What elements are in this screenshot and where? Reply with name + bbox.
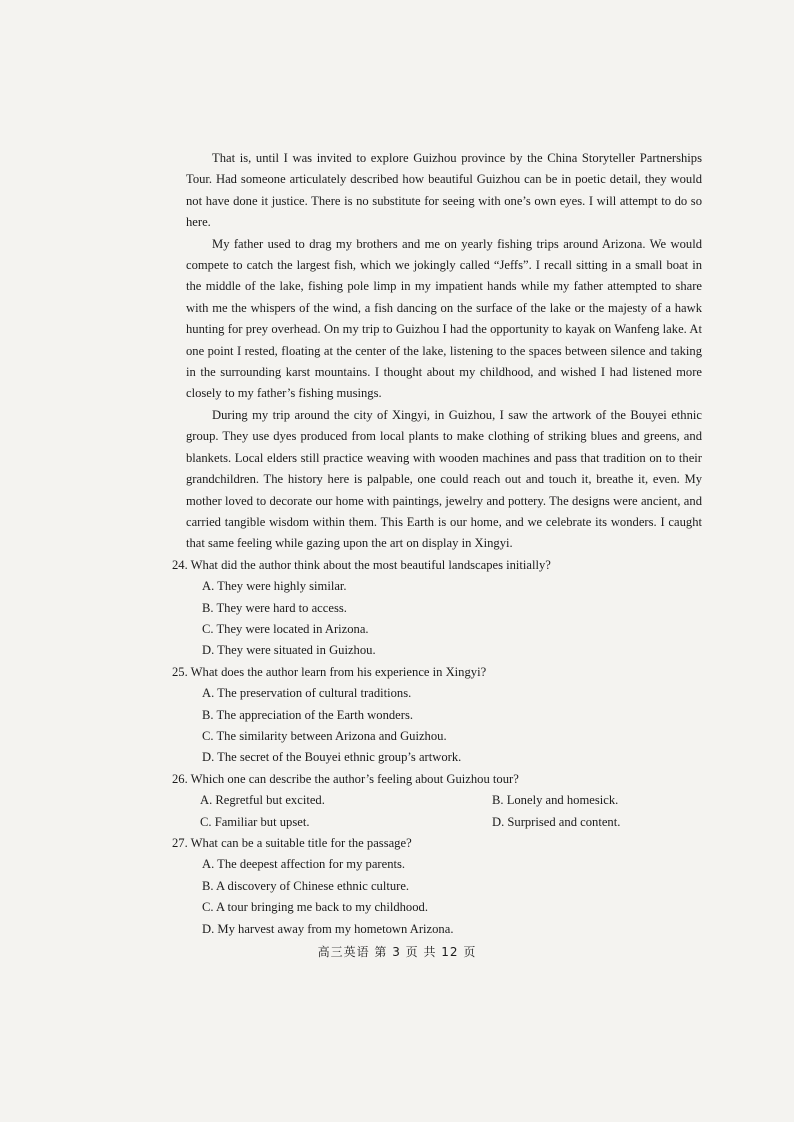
- question-27-options: [186, 854, 702, 940]
- passage-paragraph-2: My father used to drag my brothers and me on yearly fishing trips around Arizona. We would compete to catch the largest fish, which we jokingly called “Jeffs”. I recall sitting in a small boat in the middle of the lake, fishing pole limp in my impatient hands while my father attempted to share with me the whispers of the wind, a fish dancing on the surface of the lake or the majesty of a hawk hunting for prey overhead. On my trip to Guizhou I had the opportunity to kayak on Wanfeng lake. At one point I rested, floating at the center of the lake, listening to the spaces between silence and taking in the surrounding karst mountains. I thought about my childhood, and wished I had listened more closely to my father’s fishing musings.: [186, 236, 702, 401]
- question-24-option-d: D. They were situated in Guizhou.: [202, 643, 376, 658]
- question-26-options: [200, 790, 702, 833]
- question-25-options: [186, 683, 702, 769]
- passage-paragraph-3: During my trip around the city of Xingyi, in Guizhou, I saw the artwork of the Bouyei ethnic group. They use dyes produced from local plants to make clothing of striking blues and greens, and blankets. Local elders still practice weaving with wooden machines and pass that tradition on to their grandchildren. The history here is palpable, one could reach out and touch it, breathe it, even. My mother loved to decorate our home with paintings, jewelry and pottery. The designs were ancient, and carried tangible wisdom within them. This Earth is our home, and we celebrate its wonders. I caught that same feeling while gazing upon the art on display in Xingyi.: [186, 407, 702, 551]
- question-25-option-c: C. The similarity between Arizona and Guizhou.: [202, 728, 447, 743]
- question-24: [172, 555, 702, 662]
- passage-paragraph-1: That is, until I was invited to explore Guizhou province by the China Storyteller Partnerships Tour. Had someone articulately described how beautiful Guizhou can be in poetic detail, they would not have done it justice. There is no substitute for seeing with one’s own eyes. I will attempt to do so here.: [186, 151, 702, 230]
- question-24-option-a: A. They were highly similar.: [202, 579, 347, 594]
- question-27: [172, 833, 702, 940]
- question-25: [172, 662, 702, 769]
- question-24-option-c: C. They were located in Arizona.: [202, 621, 369, 636]
- question-27-option-b: B. A discovery of Chinese ethnic culture.: [202, 878, 410, 893]
- question-27-option-d: D. My harvest away from my hometown Arizona.: [202, 921, 454, 936]
- page-content: [172, 148, 702, 940]
- question-25-option-a: A. The preservation of cultural traditions.: [202, 686, 412, 701]
- page-footer: 高三英语 第 3 页 共 12 页: [317, 945, 477, 959]
- question-24-stem: 24. What did the author think about the most beautiful landscapes initially?: [172, 557, 551, 572]
- question-24-options: [186, 576, 702, 662]
- question-27-option-a: A. The deepest affection for my parents.: [202, 857, 406, 872]
- question-27-stem: 27. What can be a suitable title for the passage?: [172, 836, 412, 850]
- question-26-option-c: C. Familiar but upset.: [200, 814, 310, 829]
- question-26-option-b: B. Lonely and homesick.: [492, 793, 619, 808]
- question-26-stem: 26. Which one can describe the author’s feeling about Guizhou tour?: [172, 771, 519, 786]
- question-25-stem: 25. What does the author learn from his experience in Xingyi?: [172, 664, 487, 679]
- question-26-option-d: D. Surprised and content.: [492, 814, 621, 829]
- question-24-option-b: B. They were hard to access.: [202, 600, 347, 615]
- question-25-option-b: B. The appreciation of the Earth wonders.: [202, 707, 413, 722]
- question-26: [172, 769, 702, 833]
- question-27-option-c: C. A tour bringing me back to my childhood.: [202, 900, 428, 915]
- question-26-option-a: A. Regretful but excited.: [200, 793, 325, 808]
- question-25-option-d: D. The secret of the Bouyei ethnic group’s artwork.: [202, 750, 462, 765]
